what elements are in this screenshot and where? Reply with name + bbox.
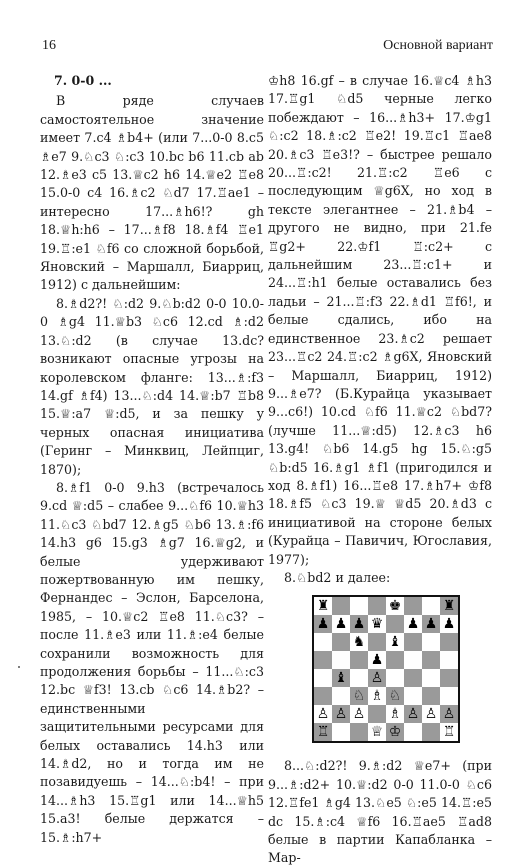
board-square <box>404 633 422 651</box>
board-square <box>350 651 368 669</box>
board-square <box>440 633 458 651</box>
chess-piece-square: ♘ <box>350 687 368 705</box>
paragraph: В ряде случаев самостоятельное значение имеет 7.c4 ♗b4+ (или 7...0-0 8.c5 ♗e7 9.♘c3 ♘:c3 10.bc b6 11.cb ab 12.♗e3 c5 13.♕c2 h6 14.♕e2 ♖e8 15.0-0 c4 16.♗c2 ♘d7 17.♖ae1 – интересно 17...♗h6!? gh 18.♕h:h6 – 17...♗f8 18.♗f4 ♖e1 19.♖:e1 ♘f6 со сложной борьбой, Яновский – Маршалл, Биарриц, 1912) с дальнейшим: <box>40 93 264 293</box>
chess-piece-square: ♕ <box>368 723 386 741</box>
chess-piece-square: ♚ <box>386 597 404 615</box>
board-square <box>386 651 404 669</box>
board-square <box>440 651 458 669</box>
page-number: 16 <box>42 38 56 53</box>
paragraph: 8.♘bd2 и далее: <box>284 569 391 585</box>
board-square <box>314 651 332 669</box>
chess-piece-square: ♟ <box>350 615 368 633</box>
chess-piece-square: ♜ <box>440 597 458 615</box>
chess-piece-square: ♟ <box>368 651 386 669</box>
chess-piece-square: ♟ <box>422 615 440 633</box>
board-square <box>440 687 458 705</box>
chess-piece-square: ♛ <box>368 615 386 633</box>
chess-piece-square: ♙ <box>422 705 440 723</box>
board-square <box>422 687 440 705</box>
board-square <box>386 615 404 633</box>
board-square <box>386 669 404 687</box>
board-square <box>404 597 422 615</box>
right-column <box>268 72 492 868</box>
chess-piece-square: ♙ <box>350 705 368 723</box>
chess-piece-square: ♞ <box>350 633 368 651</box>
board-square <box>404 687 422 705</box>
board-square <box>350 669 368 687</box>
chess-piece-square: ♟ <box>440 615 458 633</box>
board-square <box>368 633 386 651</box>
chess-piece-square: ♖ <box>440 723 458 741</box>
board-square <box>422 723 440 741</box>
board-square <box>368 705 386 723</box>
board-square <box>314 669 332 687</box>
board-square <box>422 597 440 615</box>
chess-piece-square: ♙ <box>314 705 332 723</box>
chess-piece-square: ♟ <box>404 615 422 633</box>
paragraph: 8.♗d2?! ♘:d2 9.♘b:d2 0-0 10.0-0 ♗g4 11.♕b3 ♘c6 12.cd ♗:d2 13.♘:d2 (в случае 13.dc? возникают опасные угрозы на королевском фланге: 13...♗:f3 14.gf ♗f4) 13...♘:d4 14.♕:b7 ♖b8 15.♕:a7 ♕:d5, и за пешку у черных опасная инициатива (Геринг – Минквиц, Лейпциг, 1870); <box>40 295 264 477</box>
chess-piece-square: ♗ <box>368 687 386 705</box>
paragraph: ♔h8 16.gf – в случае 16.♕c4 ♗h3 17.♖g1 ♘d5 черные легко побеждают – 16...♗h3+ 17.♔g1 ♘:c2 18.♗:c2 ♖e2! 19.♖c1 ♖ae8 20.♗c3 ♖e3!? – быстрее решало 20...♖:c2! 21.♖:c2 ♖e6 с последующим ♕g6X, но ход в тексте элегантнее – 21.♗b4 – другого не видно, при 21.fe ♖g2+ 22.♔f1 ♖:c2+ с дальнейшим 23...♖:c1+ и 24...♖:h1 белые оставались без ладьи – 21...♖:f3 22.♗d1 ♖f6!, и белые сдались, ибо на единственное 23.♗c2 решает 23...♖c2 24.♖:c2 ♗g6X, Яновский – Маршалл, Биарриц, 1912) 9...♗e7? (Б.Курайца указывает 9...c6!) 10.cd ♘f6 11.♕c2 ♘bd7? (лучше 11...♕:d5) 12.♗c3 h6 13.g4! ♘b6 14.g5 hg 15.♘:g5 ♘b:d5 16.♗g1 ♗f1 (пригодился и ход 8.♗f1) 16...♖e8 17.♗h7+ ♔f8 18.♗f5 ♘c3 19.♕ ♕d5 20.♗d3 с инициативой на стороне белых (Курайца – Павичич, Югославия, 1977); <box>268 73 492 567</box>
board-square <box>404 669 422 687</box>
board-square <box>368 597 386 615</box>
chess-piece-square: ♙ <box>368 669 386 687</box>
chess-piece-square: ♝ <box>332 669 350 687</box>
chess-piece-square: ♙ <box>332 705 350 723</box>
board-square <box>422 669 440 687</box>
chess-piece-square: ♙ <box>440 705 458 723</box>
chess-piece-square: ♖ <box>314 723 332 741</box>
chess-board <box>312 595 460 743</box>
board-square <box>350 597 368 615</box>
move-heading: 7. 0-0 ... <box>54 73 112 88</box>
chess-piece-square: ♝ <box>386 633 404 651</box>
board-square <box>350 723 368 741</box>
chess-piece-square: ♙ <box>404 705 422 723</box>
chess-piece-square: ♘ <box>386 687 404 705</box>
board-square <box>404 723 422 741</box>
chess-diagram <box>268 595 492 743</box>
board-square <box>440 669 458 687</box>
running-title: Основной вариант <box>383 38 493 53</box>
chess-piece-square: ♜ <box>314 597 332 615</box>
chess-piece-square: ♔ <box>386 723 404 741</box>
board-square <box>404 651 422 669</box>
board-square <box>332 723 350 741</box>
paragraph: 8.♗f1 0-0 9.h3 (встречалось 9.cd ♕:d5 – слабее 9...♘f6 10.♕h3 11.♘c3 ♘bd7 12.♗g5 ♘b6 13.♗:f6 14.h3 g6 15.g3 ♗g7 16.♕g2, и белые удерживают пожертвованную им пешку, Фернандес – Эслон, Барселона, 1985, – 10.♕c2 ♖e8 11.♘c3? – после 11.♗e3 или 11.♗:e4 белые сохранили возможность для продолжения борьбы – 11...♘:c3 12.bc ♕f3! 13.cb ♘c6 14.♗b2? – единственными защитительными ресурсами для белых оставались 14.h3 или 14.♗d2, но и тогда им не позавидуешь – 14...♘:b4! – при 14...♗h3 15.♖g1 или 14...♕h5 15.a3! белые держатся – 15.♗:h7+ <box>40 479 264 845</box>
board-square <box>314 633 332 651</box>
board-square <box>422 651 440 669</box>
chess-piece-square: ♟ <box>314 615 332 633</box>
chess-piece-square: ♗ <box>386 705 404 723</box>
board-square <box>422 633 440 651</box>
chess-piece-square: ♟ <box>332 615 350 633</box>
margin-mark <box>18 666 20 668</box>
board-square <box>332 651 350 669</box>
board-square <box>332 687 350 705</box>
left-column <box>40 72 264 847</box>
board-square <box>314 687 332 705</box>
board-square <box>332 633 350 651</box>
board-square <box>332 597 350 615</box>
paragraph: 8...♘:d2?! 9.♗:d2 ♕e7+ (при 9...♗:d2+ 10.♕:d2 0-0 11.0-0 ♘c6 12.♖fe1 ♗g4 13.♘e5 ♘:e5 14.♖:e5 dc 15.♗:c4 ♕f6 16.♖ae5 ♖ad8 белые в партии Капабланка – Мар- <box>268 758 492 866</box>
